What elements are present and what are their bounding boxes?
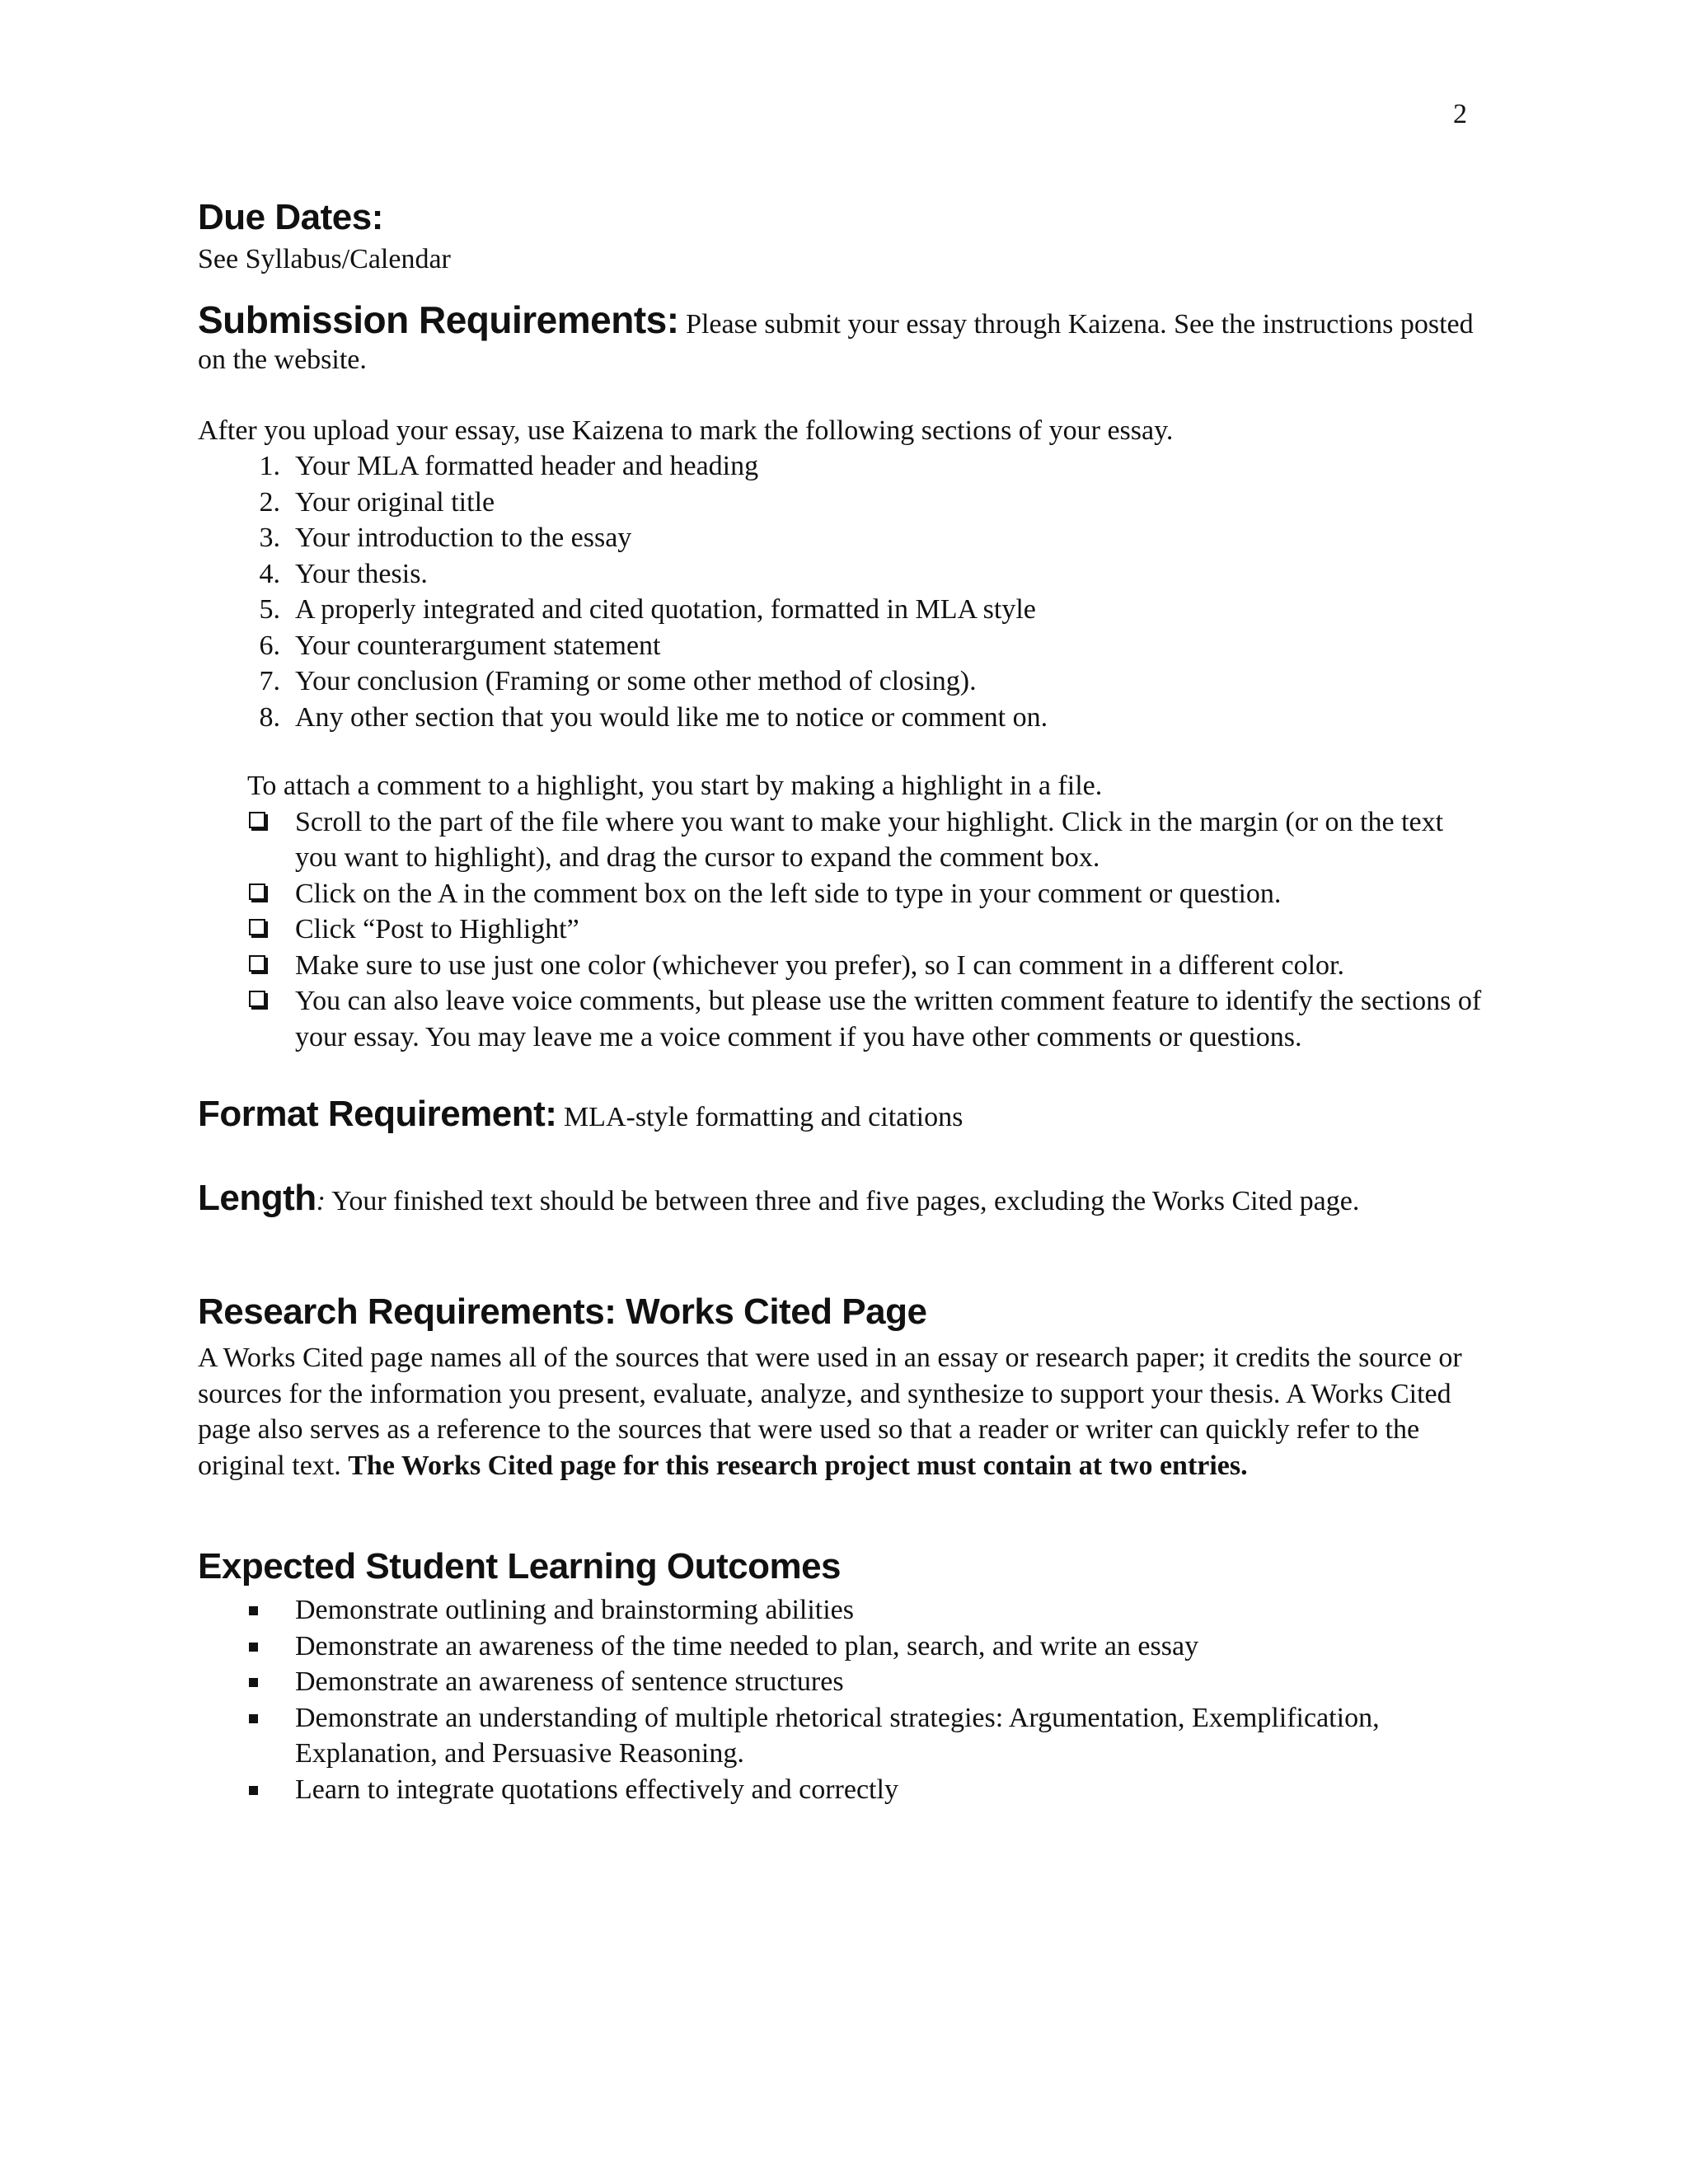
research-bold-text: The Works Cited page for this research project must contain at two entries. xyxy=(348,1450,1248,1481)
list-item: 6. Your counterargument statement xyxy=(259,630,661,661)
attach-intro-text: To attach a comment to a highlight, you start by making a highlight in a file. xyxy=(247,771,1103,801)
checkbox-icon xyxy=(249,991,265,1007)
list-item: 4. Your thesis. xyxy=(259,558,428,589)
length-text: Your finished text should be between three and five pages, excluding the Works Cited page. xyxy=(325,1186,1360,1216)
checklist-item: Scroll to the part of the file where you want to make your highlight. Click in the margin (or on the text you want to highlight), and drag the cursor to expand the comment box. xyxy=(198,804,1484,876)
list-item: 1. Your MLA formatted header and heading xyxy=(259,451,759,481)
list-item: 8. Any other section that you would like me to notice or comment on. xyxy=(259,701,1048,733)
bullet-icon xyxy=(249,1643,258,1652)
format-heading: Format Requirement: xyxy=(198,1094,557,1134)
bullet-icon xyxy=(249,1606,258,1615)
checkbox-icon xyxy=(249,883,265,900)
list-item: 3. Your introduction to the essay xyxy=(259,523,632,553)
format-text: MLA-style formatting and citations xyxy=(556,1102,964,1132)
sections-list xyxy=(198,448,1484,735)
submission-section xyxy=(198,298,1484,1056)
page-number: 2 xyxy=(1453,99,1467,129)
list-item: 2. Your original title xyxy=(259,486,495,518)
list-item: Demonstrate an awareness of sentence structures xyxy=(198,1664,1484,1700)
due-dates-section xyxy=(198,194,1484,278)
list-item: Demonstrate an awareness of the time needed to plan, search, and write an essay xyxy=(198,1629,1484,1665)
outcomes-heading: Expected Student Learning Outcomes xyxy=(198,1546,842,1586)
checkbox-icon xyxy=(249,812,265,828)
bullet-icon xyxy=(249,1678,258,1687)
submission-text: Please submit your essay through Kaizena. See the instructions posted on the website. xyxy=(198,308,1474,375)
list-item: 7. Your conclusion (Framing or some other method of closing). xyxy=(259,666,977,696)
outcomes-list xyxy=(198,1592,1484,1807)
list-item: Demonstrate an understanding of multiple rhetorical strategies: Argumentation, Exemplification, Explanation, and Persuasive Reasoning. xyxy=(198,1700,1484,1772)
checklist-item: Make sure to use just one color (whichever you prefer), so I can comment in a different color. xyxy=(198,948,1484,984)
checkbox-icon xyxy=(249,919,265,935)
format-section xyxy=(198,1090,1484,1142)
research-heading: Research Requirements: Works Cited Page xyxy=(198,1291,927,1332)
bullet-icon xyxy=(249,1786,258,1795)
after-upload-text: After you upload your essay, use Kaizena to mark the following sections of your essay. xyxy=(198,415,1174,446)
document-body xyxy=(198,194,1484,1807)
checklist-item: Click “Post to Highlight” xyxy=(198,912,1484,948)
list-item: Demonstrate outlining and brainstorming abilities xyxy=(198,1592,1484,1629)
submission-heading: Submission Requirements: xyxy=(198,298,679,341)
length-heading: Length xyxy=(198,1178,316,1218)
checklist-item: Click on the A in the comment box on the left side to type in your comment or question. xyxy=(198,876,1484,912)
list-item: Learn to integrate quotations effectively and correctly xyxy=(198,1772,1484,1808)
length-section: Length: Your finished text should be between three and five pages, excluding the Works Cited page. xyxy=(198,1178,1360,1218)
research-text: A Works Cited page names all of the sources that were used in an essay or research paper; it credits the source or sources for the information you present, evaluate, analyze, and synthesize to support your thesis. A Works Cited page also serves as a reference to the sources that were used so that a reader or writer can quickly refer to the original text. The Works Cited page for this research project must contain at two entries. xyxy=(198,1343,1462,1481)
list-item: 5. A properly integrated and cited quotation, formatted in MLA style xyxy=(259,594,1036,625)
checkbox-icon xyxy=(249,955,265,972)
bullet-icon xyxy=(249,1714,258,1723)
instructions-checklist xyxy=(198,804,1484,1056)
due-dates-heading: Due Dates: xyxy=(198,197,383,237)
due-dates-text: See Syllabus/Calendar xyxy=(198,244,451,274)
checklist-item: You can also leave voice comments, but please use the written comment feature to identify the sections of your essay. You may leave me a voice comment if you have other comments or questions. xyxy=(198,983,1484,1055)
